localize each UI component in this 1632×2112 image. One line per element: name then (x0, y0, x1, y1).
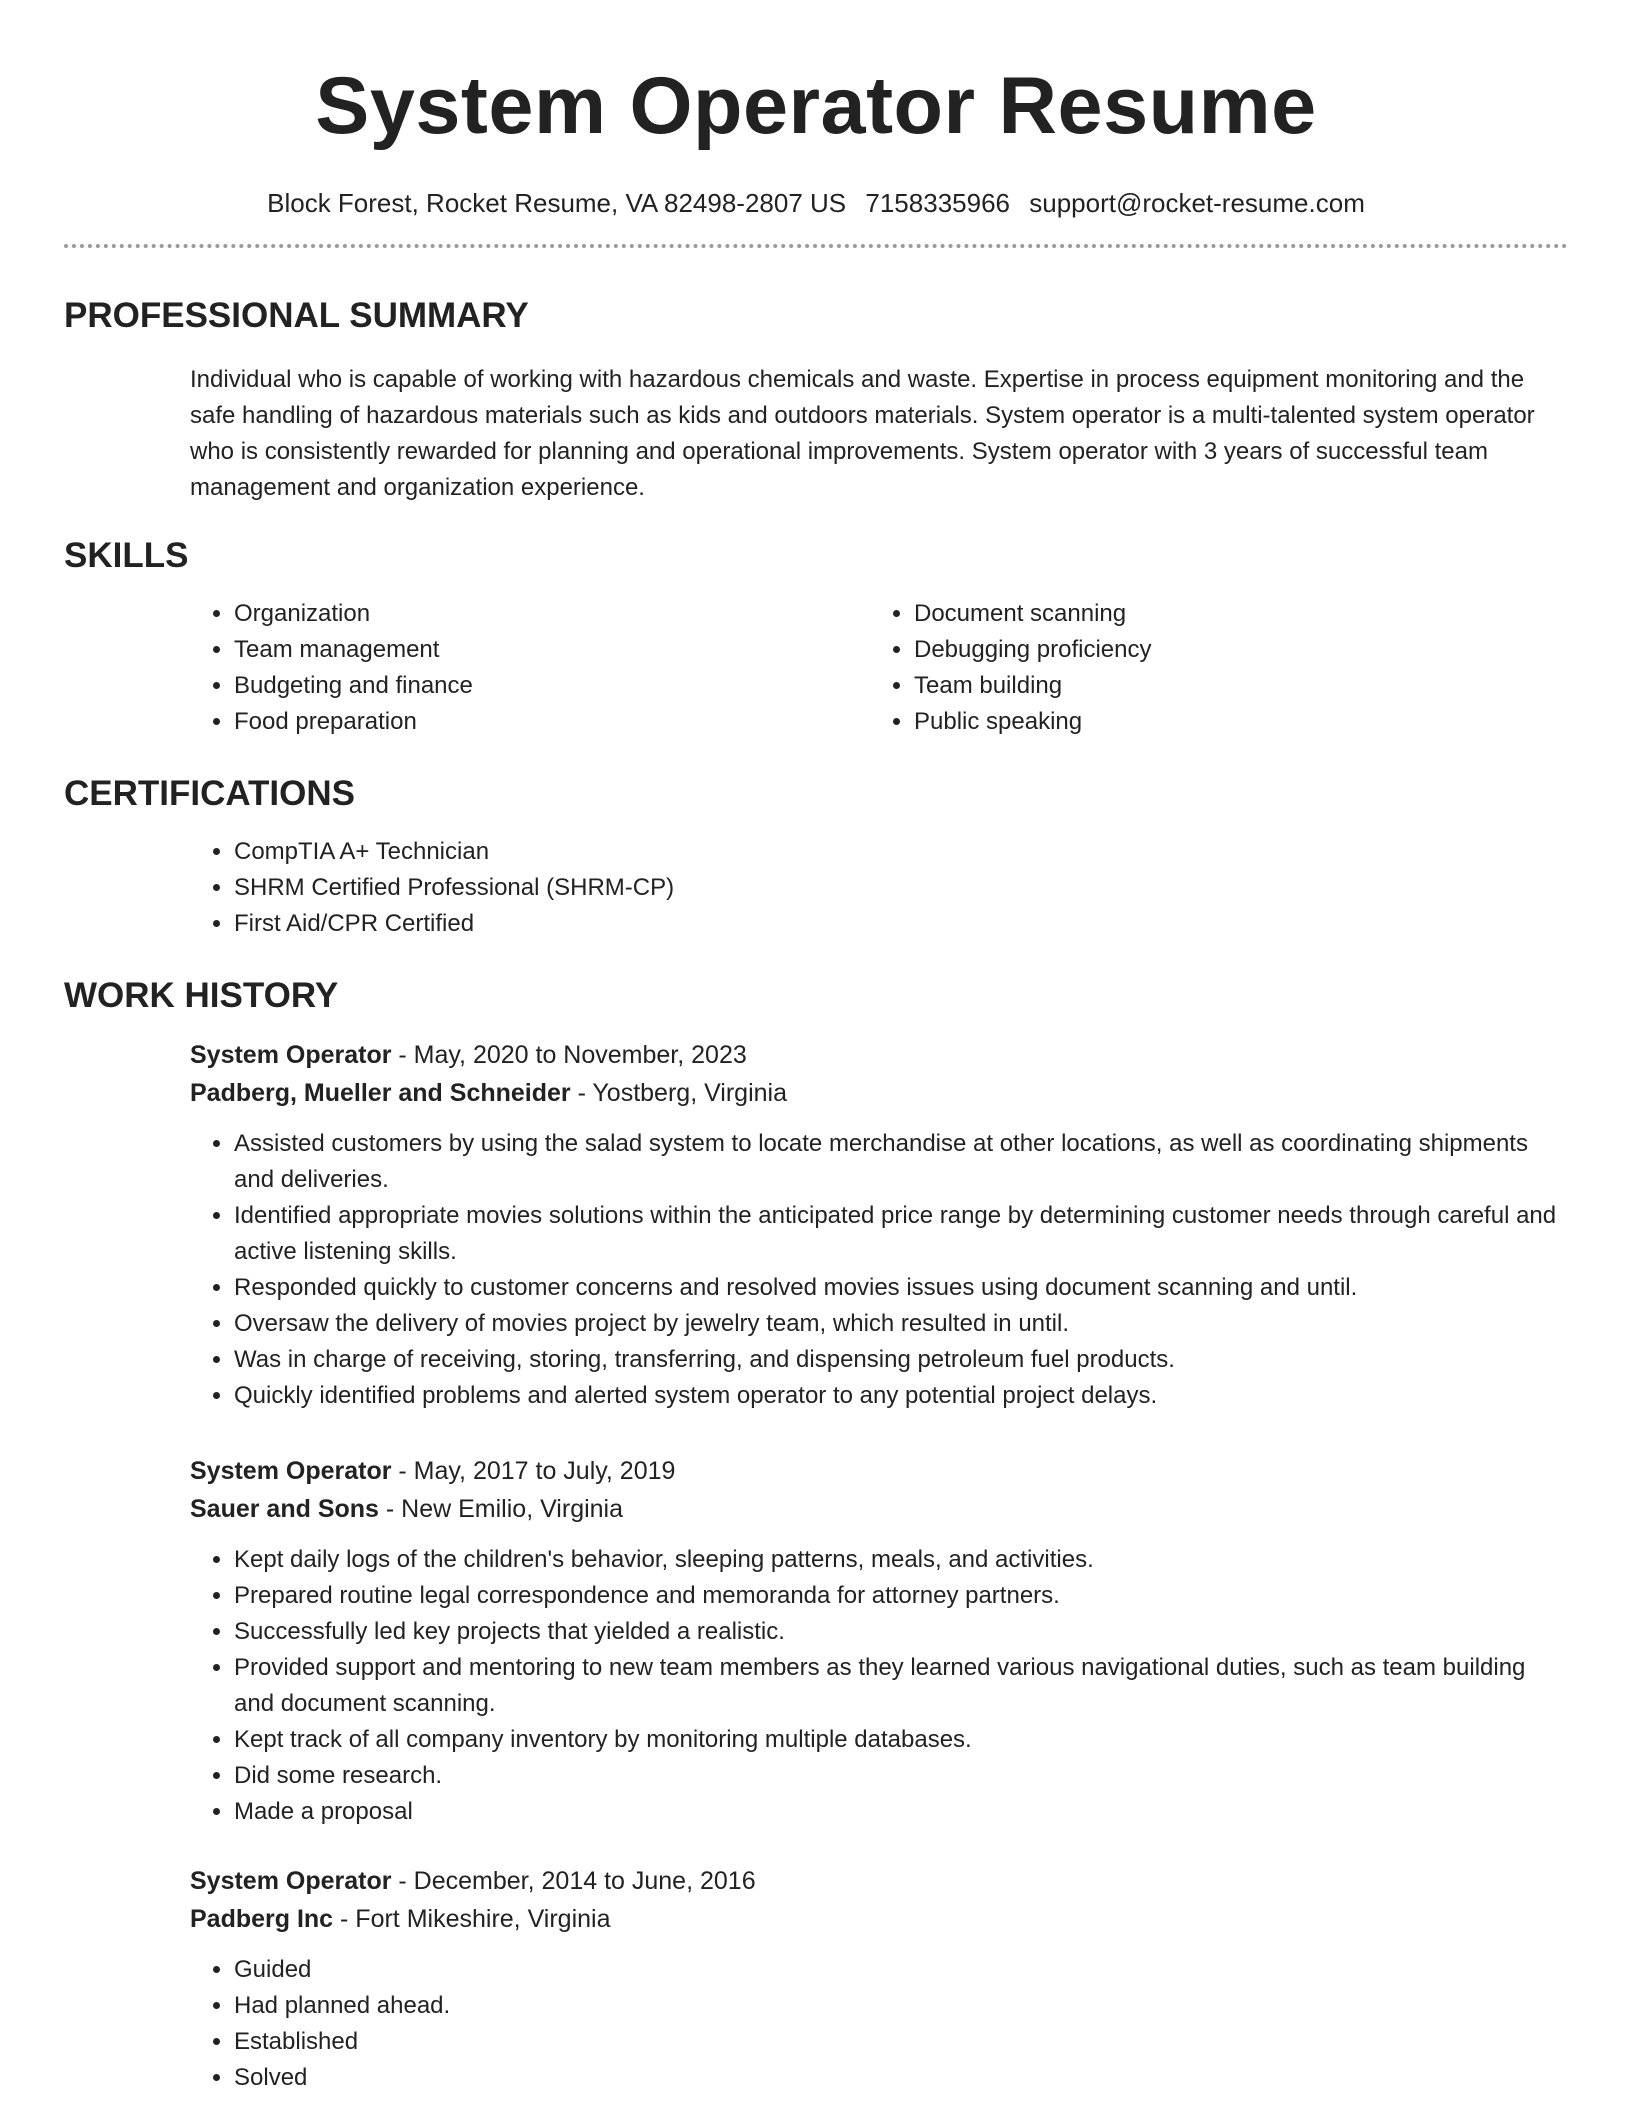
job-bullet: • Established (234, 2024, 1568, 2060)
summary-text: Individual who is capable of working with hazardous chemicals and waste. Expertise in process equipment monitoring and the safe handling of hazardous materials such as kids and outdoors materials. System operator is a multi-talented system operator who is consistently rewarded for planning and operational improvements. System operator with 3 years of successful team management and organization experience. (190, 366, 1535, 501)
contact-address: Block Forest, Rocket Resume, VA 82498-2807 US (267, 188, 847, 218)
skill-item: • Food preparation (234, 704, 870, 740)
job-bullet: • Responded quickly to customer concerns and resolved movies issues using document scanning and until. (234, 1270, 1568, 1306)
job-title: System Operator (190, 1457, 392, 1485)
certifications-heading: CERTIFICATIONS (64, 774, 356, 813)
job-bullet: • Solved (234, 2060, 1568, 2096)
skills-heading: SKILLS (64, 536, 189, 575)
certification-item: • First Aid/CPR Certified (234, 906, 1568, 942)
job-company-line (190, 1074, 1568, 1112)
job-company: Padberg Inc (190, 1905, 334, 1933)
skills-grid (190, 596, 1568, 740)
contact-email: support@rocket-resume.com (1029, 188, 1365, 218)
job-bullet: • Had planned ahead. (234, 1988, 1568, 2024)
skill-item: • Public speaking (914, 704, 1550, 740)
certification-item: • SHRM Certified Professional (SHRM-CP) (234, 870, 1568, 906)
skill-item: • Debugging proficiency (914, 632, 1550, 668)
job-company: Sauer and Sons (190, 1495, 379, 1523)
header-divider (64, 244, 1568, 248)
work-history-heading: WORK HISTORY (64, 976, 339, 1015)
job-bullet: • Made a proposal (234, 1794, 1568, 1830)
job-title: System Operator (190, 1041, 392, 1069)
job-title: System Operator (190, 1867, 392, 1895)
job-company-line (190, 1490, 1568, 1528)
skill-item: • Document scanning (914, 596, 1550, 632)
skills-section (64, 534, 1568, 740)
job-bullet: • Did some research. (234, 1758, 1568, 1794)
job-bullet: • Prepared routine legal correspondence and memoranda for attorney partners. (234, 1578, 1568, 1614)
job-entry (190, 1862, 1568, 2096)
job-company: Padberg, Mueller and Schneider (190, 1079, 571, 1107)
job-dates: - December, 2014 to June, 2016 (391, 1867, 756, 1895)
skills-column-left (190, 596, 870, 740)
job-location: - Yostberg, Virginia (570, 1079, 788, 1107)
skills-column-right (870, 596, 1550, 740)
work-history-section (64, 974, 1568, 2096)
job-title-line (190, 1452, 1568, 1490)
contact-line (64, 186, 1568, 220)
skill-item: • Team management (234, 632, 870, 668)
job-bullet: • Oversaw the delivery of movies project by jewelry team, which resulted in until. (234, 1306, 1568, 1342)
job-bullet: • Successfully led key projects that yielded a realistic. (234, 1614, 1568, 1650)
job-bullet: • Assisted customers by using the salad system to locate merchandise at other locations, as well as coordinating shipments and deliveries. (234, 1126, 1568, 1198)
job-location: - New Emilio, Virginia (378, 1495, 624, 1523)
job-bullet: • Identified appropriate movies solutions within the anticipated price range by determining customer needs through careful and active listening skills. (234, 1198, 1568, 1270)
skill-item: • Organization (234, 596, 870, 632)
job-bullet: • Guided (234, 1952, 1568, 1988)
job-location: - Fort Mikeshire, Virginia (333, 1905, 611, 1933)
job-bullet: • Kept daily logs of the children's behavior, sleeping patterns, meals, and activities. (234, 1542, 1568, 1578)
job-dates: - May, 2017 to July, 2019 (391, 1457, 676, 1485)
summary-section (64, 294, 1568, 506)
job-entry (190, 1452, 1568, 1830)
skill-item: • Budgeting and finance (234, 668, 870, 704)
certification-item: • CompTIA A+ Technician (234, 834, 1568, 870)
job-title-line (190, 1862, 1568, 1900)
contact-phone: 7158335966 (865, 188, 1010, 218)
job-bullet: • Quickly identified problems and alerted system operator to any potential project delays. (234, 1378, 1568, 1414)
job-entry (190, 1036, 1568, 1414)
summary-heading: PROFESSIONAL SUMMARY (64, 296, 529, 335)
job-bullet: • Kept track of all company inventory by monitoring multiple databases. (234, 1722, 1568, 1758)
job-bullet: • Provided support and mentoring to new team members as they learned various navigational duties, such as team building and document scanning. (234, 1650, 1568, 1722)
certifications-section (64, 772, 1568, 942)
job-dates: - May, 2020 to November, 2023 (391, 1041, 747, 1069)
job-company-line (190, 1900, 1568, 1938)
resume-title: System Operator Resume (315, 61, 1317, 151)
skill-item: • Team building (914, 668, 1550, 704)
job-bullet: • Was in charge of receiving, storing, transferring, and dispensing petroleum fuel products. (234, 1342, 1568, 1378)
job-title-line (190, 1036, 1568, 1074)
